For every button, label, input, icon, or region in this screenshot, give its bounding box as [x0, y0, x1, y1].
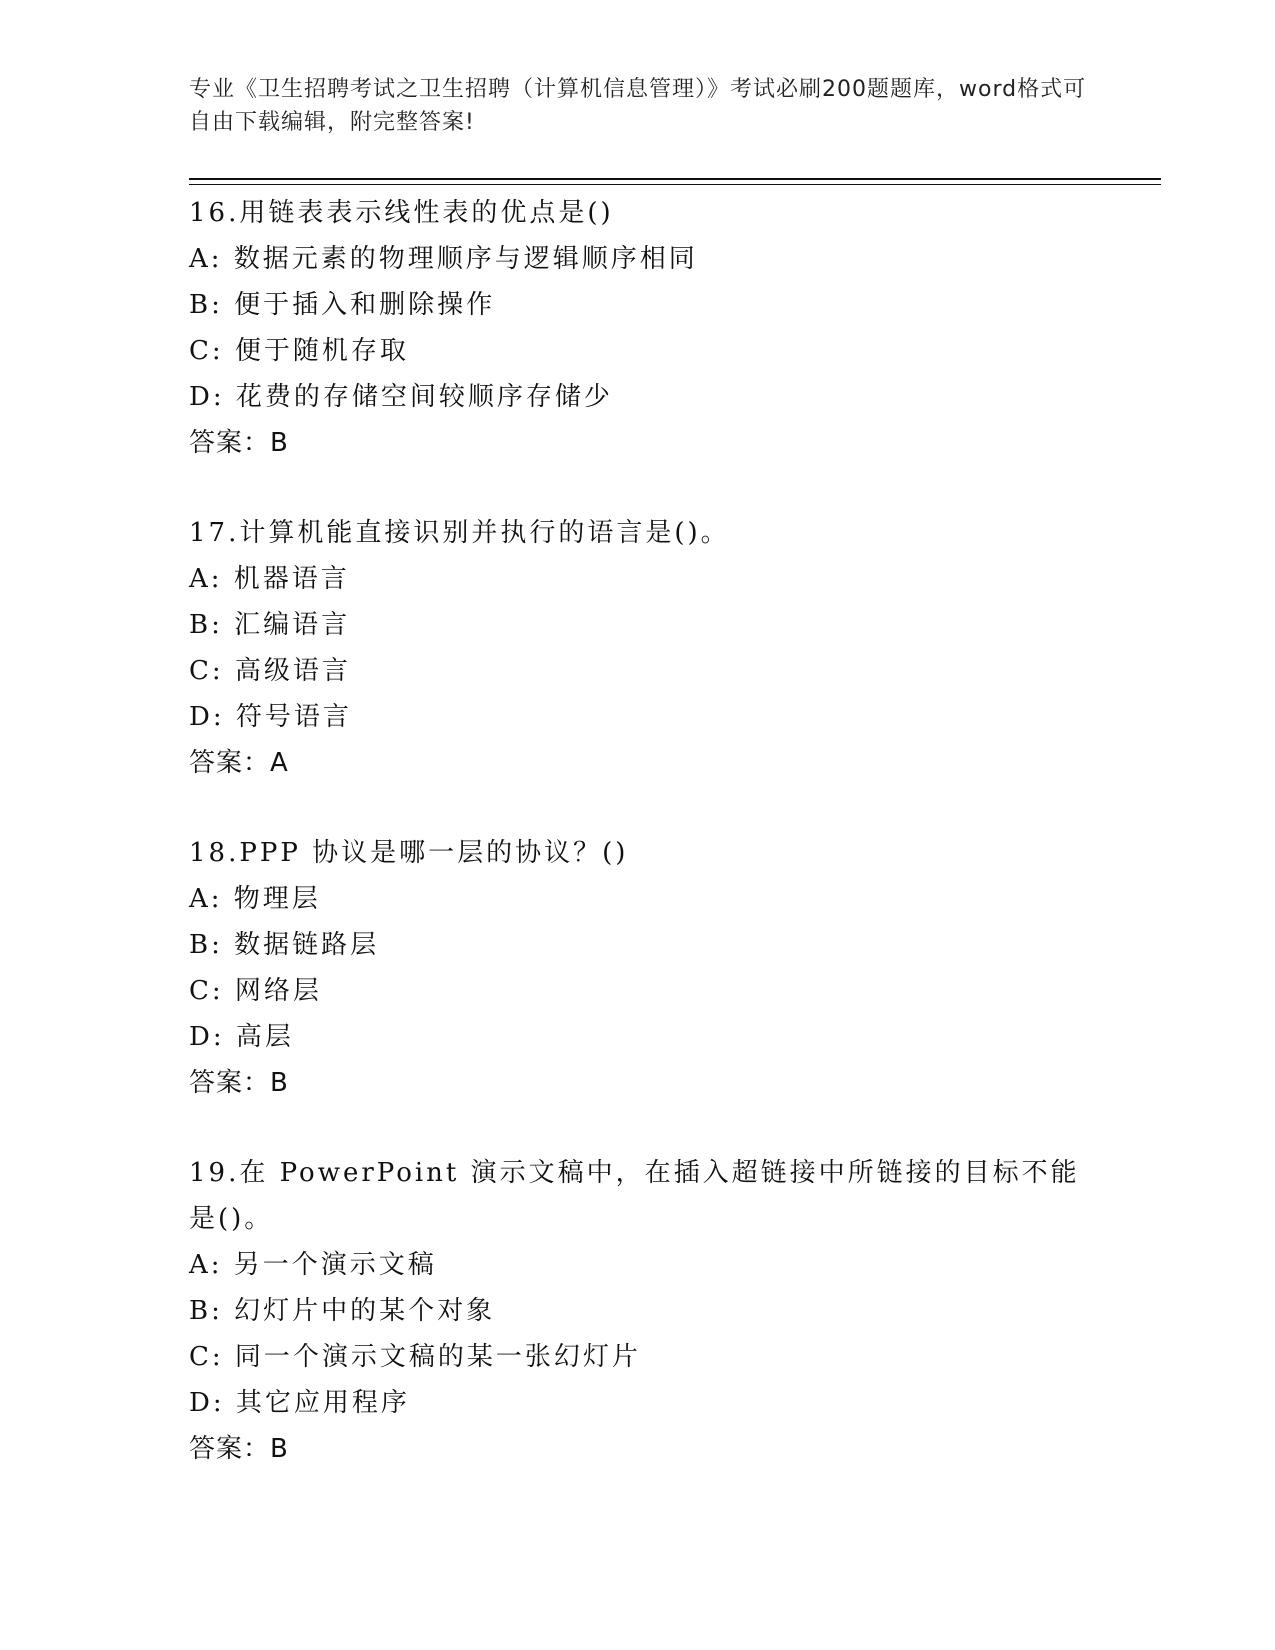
option-c: C: 同一个演示文稿的某一张幻灯片: [189, 1342, 641, 1372]
question-stem: 18.PPP 协议是哪一层的协议？(): [189, 838, 629, 868]
option-b: B: 汇编语言: [189, 610, 351, 640]
question-18: [189, 830, 1089, 1106]
option-a: A: 物理层: [189, 884, 321, 914]
question-stem: 16.用链表表示线性表的优点是(): [189, 198, 614, 228]
option-a: A: 另一个演示文稿: [189, 1250, 437, 1280]
question-19: [189, 1150, 1089, 1472]
document-header: 专业《卫生招聘考试之卫生招聘（计算机信息管理）》考试必刷200题题库，word格式可自由下载编辑，附完整答案!: [189, 77, 1087, 135]
option-a: A: 机器语言: [189, 564, 350, 594]
option-d: D: 花费的存储空间较顺序存储少: [189, 382, 613, 412]
option-b: B: 便于插入和删除操作: [189, 290, 496, 320]
answer-line: 答案：A: [189, 748, 289, 778]
question-16: [189, 190, 1089, 466]
header-rule-thick: [189, 178, 1161, 180]
option-a: A: 数据元素的物理顺序与逻辑顺序相同: [189, 244, 698, 274]
option-d: D: 其它应用程序: [189, 1388, 410, 1418]
option-d: D: 符号语言: [189, 702, 352, 732]
option-b: B: 幻灯片中的某个对象: [189, 1296, 496, 1326]
option-c: C: 网络层: [189, 976, 322, 1006]
answer-line: 答案：B: [189, 1068, 289, 1098]
option-c: C: 高级语言: [189, 656, 351, 686]
question-stem: 19.在 PowerPoint 演示文稿中，在插入超链接中所链接的目标不能是()。: [189, 1158, 1080, 1234]
answer-line: 答案：B: [189, 428, 289, 458]
question-17: [189, 510, 1089, 786]
answer-line: 答案：B: [189, 1434, 289, 1464]
option-d: D: 高层: [189, 1022, 294, 1052]
option-b: B: 数据链路层: [189, 930, 380, 960]
question-list: [189, 190, 1089, 1516]
question-stem: 17.计算机能直接识别并执行的语言是()。: [189, 518, 730, 548]
option-c: C: 便于随机存取: [189, 336, 409, 366]
header-rule-thin: [189, 184, 1161, 185]
